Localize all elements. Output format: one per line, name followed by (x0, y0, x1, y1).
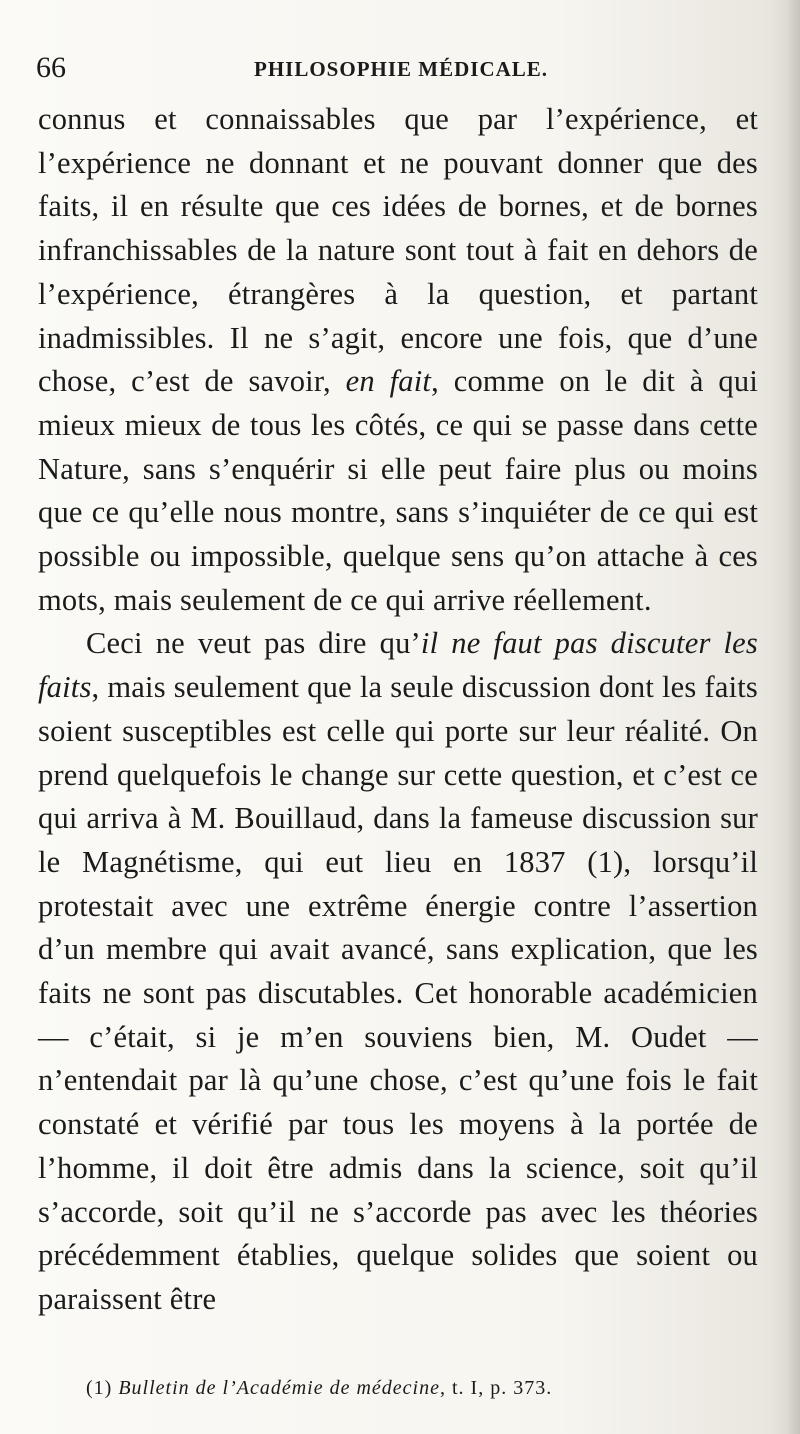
paragraph-1-text-a: connus et connaissables que par l’expérience, et l’expérience ne donnant et ne pouvant donner que des faits, il en résulte que ces idées de bornes, et de bornes infranchissables de la nature sont tout à fait en dehors de l’expérience, étrangères à la question, et partant inadmissibles. Il ne s’agit, encore une fois, que d’une chose, c’est de savoir, (38, 102, 758, 399)
paragraph-1-italic: en fait (345, 364, 432, 399)
page-edge-shadow (786, 0, 800, 1434)
paragraph-2-italic: il ne faut pas discuter les faits (38, 626, 758, 705)
footnote-title: Bulletin de l’Académie de médecine (118, 1377, 440, 1399)
body-text (38, 98, 758, 1322)
page-header (36, 50, 776, 86)
footnote-reference: , t. I, p. 373. (439, 1377, 553, 1399)
footnote (86, 1374, 552, 1402)
paragraph-2-text-c: , mais seulement que la seule discussion dont les faits soient susceptibles est celle qui porte sur leur réalité. On prend quelquefois le change sur cette question, et c’est ce qui arriva à M. Bouillaud, dans la fameuse discussion sur le Magnétisme, qui eut lieu en 1837 (1), lorsqu’il protestait avec une extrême énergie contre l’assertion d’un membre qui avait avancé, sans explication, que les faits ne sont pas discutables. Cet honorable académicien — c’était, si je m’en souviens bien, M. Oudet — n’entendait par là qu’une chose, c’est qu’une fois le fait constaté et vérifié par tous les moyens à la portée de l’homme, il doit être admis dans la science, soit qu’il s’accorde, soit qu’il ne s’accorde pas avec les théories précédemment établies, quelque solides que soient ou paraissent être (38, 670, 758, 1316)
running-head: PHILOSOPHIE MÉDICALE. (254, 57, 549, 81)
page-number: 66 (36, 51, 66, 84)
footnote-marker: (1) (86, 1377, 119, 1399)
paragraph-1 (38, 98, 758, 622)
paragraph-1-text-c: , comme on le dit à qui mieux mieux de tous les côtés, ce qui se passe dans cette Nature, sans s’enquérir si elle peut faire plus ou moins que ce qu’elle nous montre, sans s’inquiéter de ce qui est possible ou impossible, quelque sens qu’on attache à ces mots, mais seulement de ce qui arrive réellement. (38, 364, 759, 617)
paragraph-2-text-a: Ceci ne veut pas dire qu’ (86, 626, 421, 661)
paragraph-2 (38, 622, 758, 1321)
